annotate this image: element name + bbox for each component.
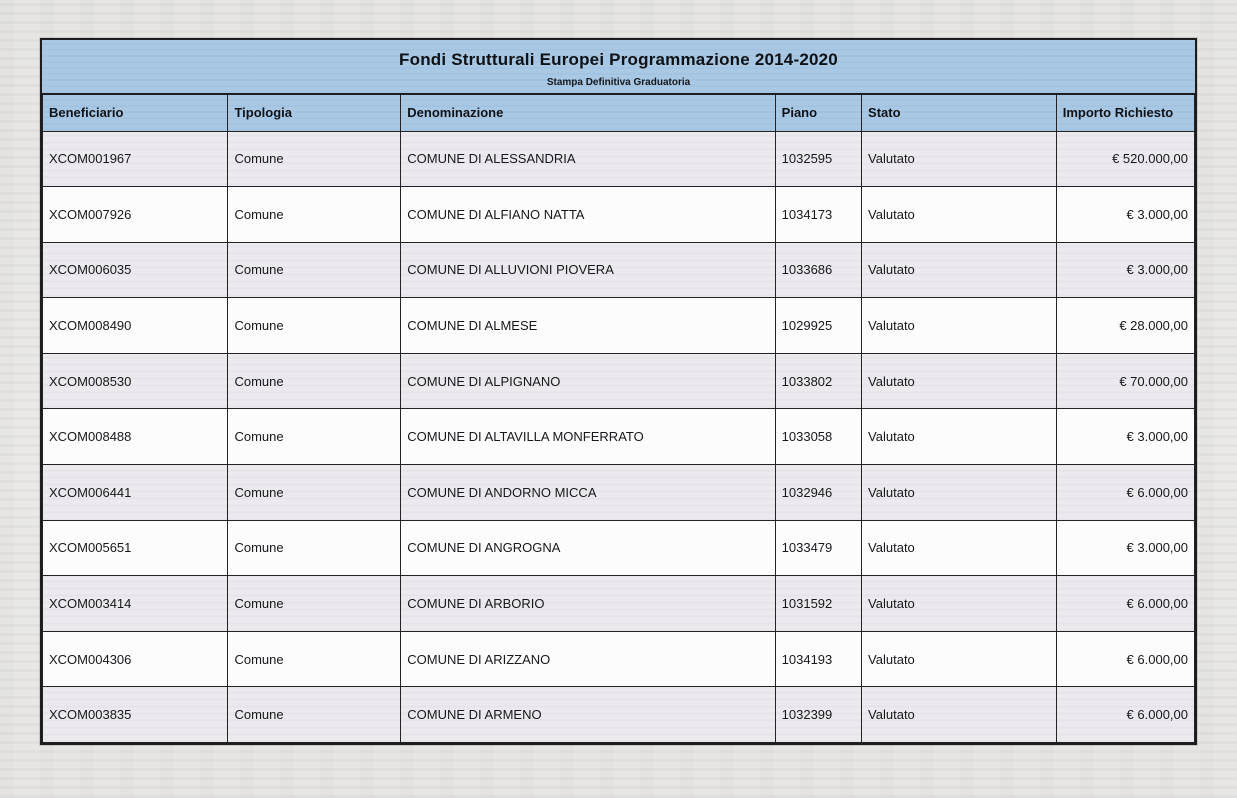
table-row	[43, 298, 1195, 354]
cell-piano: 1033802	[775, 353, 861, 409]
table-row	[43, 687, 1195, 743]
table-row	[43, 353, 1195, 409]
table-row	[43, 131, 1195, 187]
document-title: Fondi Strutturali Europei Programmazione 2014-2020	[399, 50, 838, 69]
cell-tipologia: Comune	[228, 409, 401, 465]
table-row	[43, 242, 1195, 298]
cell-denominazione: COMUNE DI ALPIGNANO	[401, 353, 775, 409]
cell-importo-richiesto: € 6.000,00	[1056, 687, 1194, 743]
cell-denominazione: COMUNE DI ALESSANDRIA	[401, 131, 775, 187]
cell-beneficiario: XCOM007926	[43, 187, 228, 243]
cell-denominazione: COMUNE DI ANDORNO MICCA	[401, 465, 775, 521]
cell-beneficiario: XCOM006035	[43, 242, 228, 298]
column-header-tipologia: Tipologia	[228, 94, 401, 131]
document-table	[40, 38, 1197, 745]
table-row	[43, 409, 1195, 465]
table-row	[43, 631, 1195, 687]
cell-importo-richiesto: € 3.000,00	[1056, 520, 1194, 576]
cell-denominazione: COMUNE DI ALLUVIONI PIOVERA	[401, 242, 775, 298]
cell-tipologia: Comune	[228, 353, 401, 409]
cell-tipologia: Comune	[228, 298, 401, 354]
cell-piano: 1032399	[775, 687, 861, 743]
column-header-stato: Stato	[862, 94, 1057, 131]
cell-denominazione: COMUNE DI ARMENO	[401, 687, 775, 743]
cell-beneficiario: XCOM006441	[43, 465, 228, 521]
cell-denominazione: COMUNE DI ALFIANO NATTA	[401, 187, 775, 243]
cell-piano: 1032595	[775, 131, 861, 187]
cell-piano: 1029925	[775, 298, 861, 354]
cell-importo-richiesto: € 6.000,00	[1056, 465, 1194, 521]
cell-tipologia: Comune	[228, 687, 401, 743]
table-row	[43, 465, 1195, 521]
document-subtitle: Stampa Definitiva Graduatoria	[546, 77, 691, 88]
cell-beneficiario: XCOM008488	[43, 409, 228, 465]
cell-piano: 1034173	[775, 187, 861, 243]
cell-piano: 1034193	[775, 631, 861, 687]
cell-stato: Valutato	[862, 131, 1057, 187]
cell-stato: Valutato	[862, 298, 1057, 354]
cell-beneficiario: XCOM004306	[43, 631, 228, 687]
cell-beneficiario: XCOM003414	[43, 576, 228, 632]
cell-tipologia: Comune	[228, 131, 401, 187]
cell-tipologia: Comune	[228, 242, 401, 298]
column-header-beneficiario: Beneficiario	[43, 94, 228, 131]
cell-denominazione: COMUNE DI ALMESE	[401, 298, 775, 354]
table-row	[43, 520, 1195, 576]
cell-stato: Valutato	[862, 576, 1057, 632]
cell-importo-richiesto: € 6.000,00	[1056, 576, 1194, 632]
cell-importo-richiesto: € 70.000,00	[1056, 353, 1194, 409]
cell-stato: Valutato	[862, 520, 1057, 576]
cell-importo-richiesto: € 6.000,00	[1056, 631, 1194, 687]
cell-beneficiario: XCOM001967	[43, 131, 228, 187]
cell-importo-richiesto: € 3.000,00	[1056, 187, 1194, 243]
cell-piano: 1033479	[775, 520, 861, 576]
cell-denominazione: COMUNE DI ALTAVILLA MONFERRATO	[401, 409, 775, 465]
cell-stato: Valutato	[862, 409, 1057, 465]
cell-denominazione: COMUNE DI ARIZZANO	[401, 631, 775, 687]
column-header-piano: Piano	[775, 94, 861, 131]
cell-importo-richiesto: € 3.000,00	[1056, 242, 1194, 298]
cell-tipologia: Comune	[228, 465, 401, 521]
cell-piano: 1033686	[775, 242, 861, 298]
cell-stato: Valutato	[862, 242, 1057, 298]
column-header-denominazione: Denominazione	[401, 94, 775, 131]
table-row	[43, 187, 1195, 243]
table-row	[43, 576, 1195, 632]
results-table	[42, 93, 1195, 743]
cell-beneficiario: XCOM005651	[43, 520, 228, 576]
column-header-importo-richiesto: Importo Richiesto	[1056, 94, 1194, 131]
cell-importo-richiesto: € 520.000,00	[1056, 131, 1194, 187]
cell-piano: 1033058	[775, 409, 861, 465]
cell-stato: Valutato	[862, 465, 1057, 521]
cell-denominazione: COMUNE DI ANGROGNA	[401, 520, 775, 576]
title-band	[42, 40, 1195, 93]
cell-stato: Valutato	[862, 631, 1057, 687]
cell-stato: Valutato	[862, 687, 1057, 743]
cell-tipologia: Comune	[228, 187, 401, 243]
cell-beneficiario: XCOM008530	[43, 353, 228, 409]
cell-piano: 1032946	[775, 465, 861, 521]
cell-stato: Valutato	[862, 187, 1057, 243]
cell-beneficiario: XCOM008490	[43, 298, 228, 354]
table-body	[43, 131, 1195, 743]
cell-importo-richiesto: € 28.000,00	[1056, 298, 1194, 354]
cell-tipologia: Comune	[228, 631, 401, 687]
cell-piano: 1031592	[775, 576, 861, 632]
cell-beneficiario: XCOM003835	[43, 687, 228, 743]
cell-importo-richiesto: € 3.000,00	[1056, 409, 1194, 465]
cell-denominazione: COMUNE DI ARBORIO	[401, 576, 775, 632]
cell-tipologia: Comune	[228, 576, 401, 632]
table-header-row	[43, 94, 1195, 131]
cell-stato: Valutato	[862, 353, 1057, 409]
cell-tipologia: Comune	[228, 520, 401, 576]
